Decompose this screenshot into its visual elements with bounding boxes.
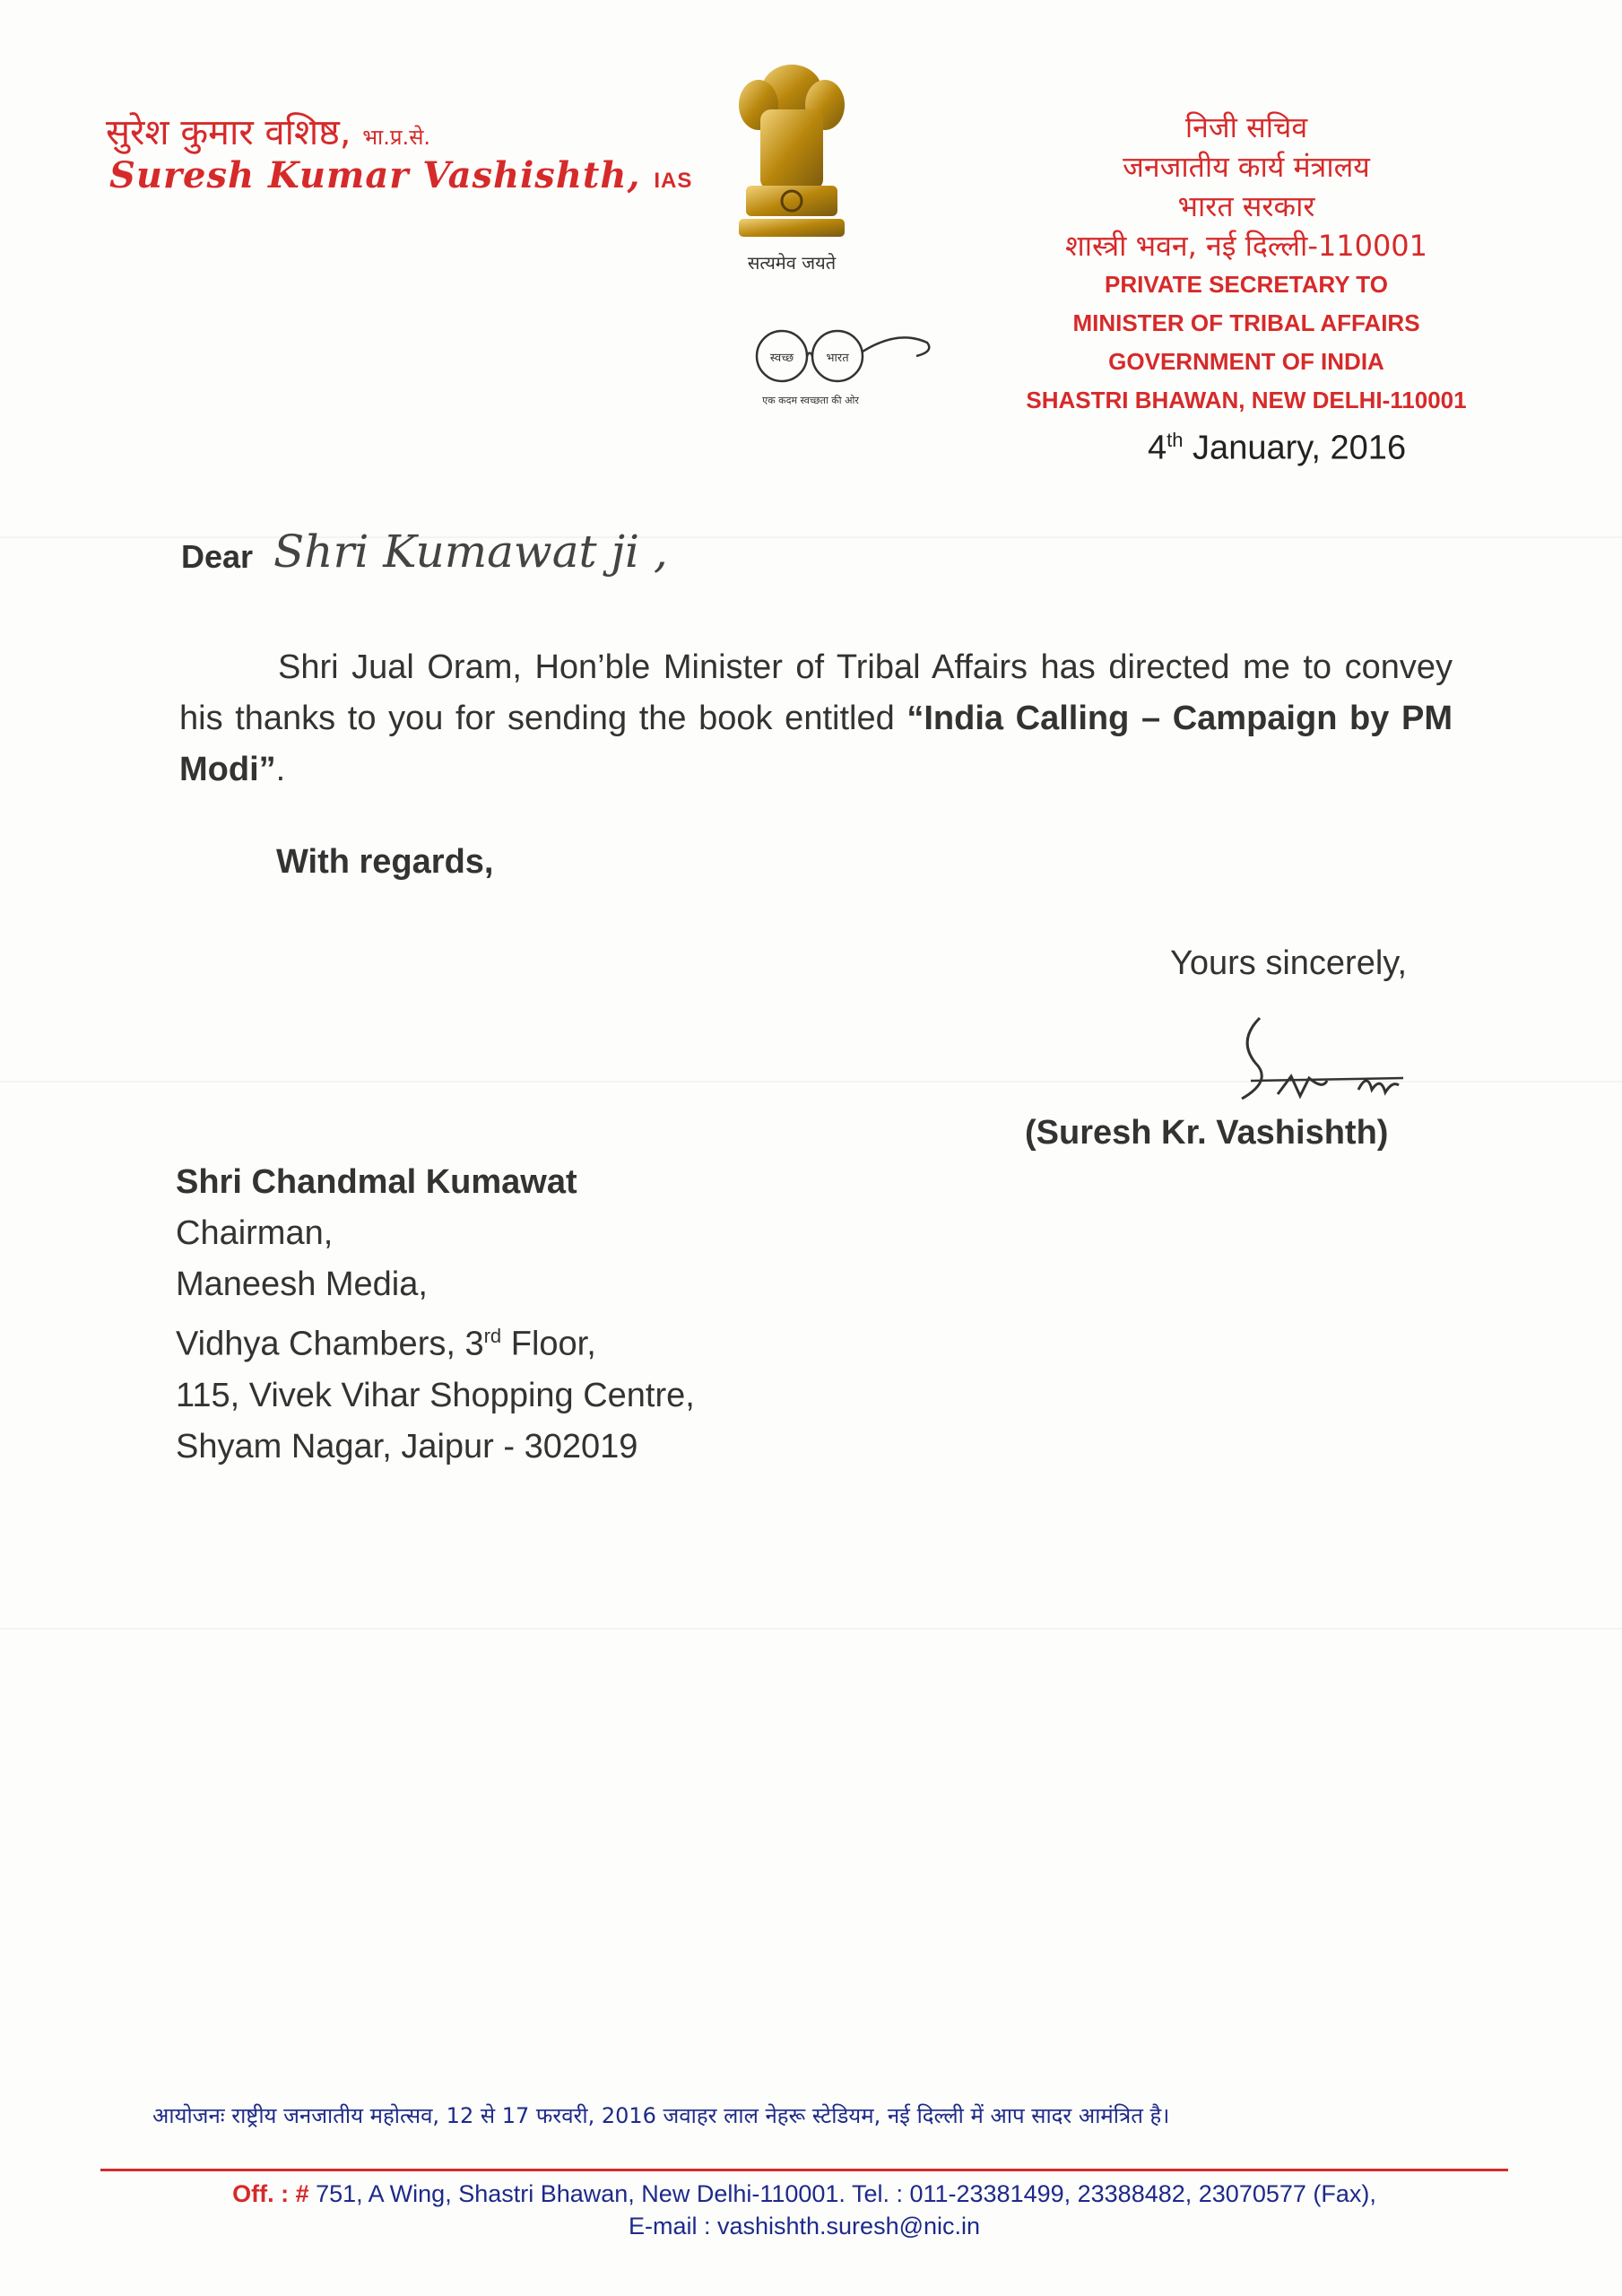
government-english-line: GOVERNMENT OF INDIA	[1108, 348, 1384, 375]
addressee-title: Chairman,	[176, 1214, 334, 1252]
designation-hindi-line: निजी सचिव	[1184, 110, 1308, 144]
footer-office-line	[100, 2178, 1508, 2210]
regards-line: With regards,	[276, 843, 494, 881]
building-sup: rd	[483, 1325, 502, 1347]
sender-name-english	[109, 154, 692, 196]
date-suffix: th	[1167, 429, 1184, 451]
addressee-block	[176, 1157, 695, 1473]
addressee-city: Shyam Nagar, Jaipur - 302019	[176, 1427, 638, 1465]
swachh-bharat-logo-icon	[737, 316, 934, 414]
date-rest: January, 2016	[1183, 429, 1407, 467]
address-english-line: SHASTRI BHAWAN, NEW DELHI-110001	[1026, 387, 1467, 413]
sender-service-hindi: भा.प्र.से.	[362, 125, 431, 150]
addressee-street: 115, Vivek Vihar Shopping Centre,	[176, 1376, 695, 1414]
swachh-tagline: एक कदम स्वच्छता की ओर	[762, 395, 859, 406]
signatory-name: (Suresh Kr. Vashishth)	[1025, 1114, 1389, 1152]
national-emblem-icon	[733, 56, 850, 280]
footer-office-text: 751, A Wing, Shastri Bhawan, New Delhi-110001. Tel. : 011-23381499, 23388482, 23070577 (Fax),	[308, 2180, 1376, 2207]
addressee-name: Shri Chandmal Kumawat	[176, 1163, 577, 1201]
footer-email: E-mail : vashishth.suresh@nic.in	[628, 2213, 981, 2239]
sender-name-hindi-text: सुरेश कुमार वशिष्ठ,	[106, 112, 351, 153]
footer-divider	[100, 2169, 1508, 2171]
body-end: .	[275, 751, 286, 788]
signature-icon	[1224, 1013, 1421, 1112]
emblem-motto: सत्यमेव जयते	[747, 252, 837, 274]
closing-line: Yours sincerely,	[1170, 944, 1408, 982]
date-day: 4	[1148, 429, 1167, 467]
letter-body	[179, 642, 1453, 796]
swachh-right-text: भारत	[826, 352, 849, 365]
building-floor: Floor,	[501, 1325, 596, 1363]
paper-fold	[0, 1628, 1622, 1630]
designation-english-line: PRIVATE SECRETARY TO	[1105, 271, 1388, 298]
body-text: Shri Jual Oram, Hon’ble Minister of Tribal Affairs has directed me to convey his thanks to you for sending the book entitled	[179, 648, 1453, 737]
addressee-building	[176, 1310, 695, 1370]
ministry-english-line: MINISTER OF TRIBAL AFFAIRS	[1072, 309, 1420, 336]
footer-office-address	[100, 2178, 1508, 2242]
sender-name-english-text: Suresh Kumar Vashishth,	[109, 154, 641, 196]
sender-name-hindi	[106, 106, 430, 155]
footer-office-label: Off. : #	[232, 2180, 309, 2207]
letter-date	[1148, 429, 1406, 468]
book-title: “India Calling – Campaign by PM Modi”	[179, 700, 1453, 788]
swachh-left-text: स्वच्छ	[769, 352, 794, 365]
salutation: Dear	[181, 538, 254, 575]
building-text: Vidhya Chambers, 3	[176, 1325, 484, 1363]
salutation-handwritten: Shri Kumawat ji ,	[273, 526, 668, 578]
address-hindi-line: शास्त्री भवन, नई दिल्ली-110001	[1064, 229, 1428, 263]
addressee-company: Maneesh Media,	[176, 1265, 428, 1303]
sender-service-english: IAS	[654, 169, 693, 193]
ministry-hindi-line: जनजातीय कार्य मंत्रालय	[1123, 150, 1370, 184]
government-hindi-line: भारत सरकार	[1177, 189, 1315, 223]
footer-invitation-note: आयोजनः राष्ट्रीय जनजातीय महोत्सव, 12 से 17 फरवरी, 2016 जवाहर लाल नेहरू स्टेडियम, नई दिल्ली में आप सादर आमंत्रित है।	[152, 2103, 1170, 2128]
office-designation-block	[986, 108, 1506, 420]
